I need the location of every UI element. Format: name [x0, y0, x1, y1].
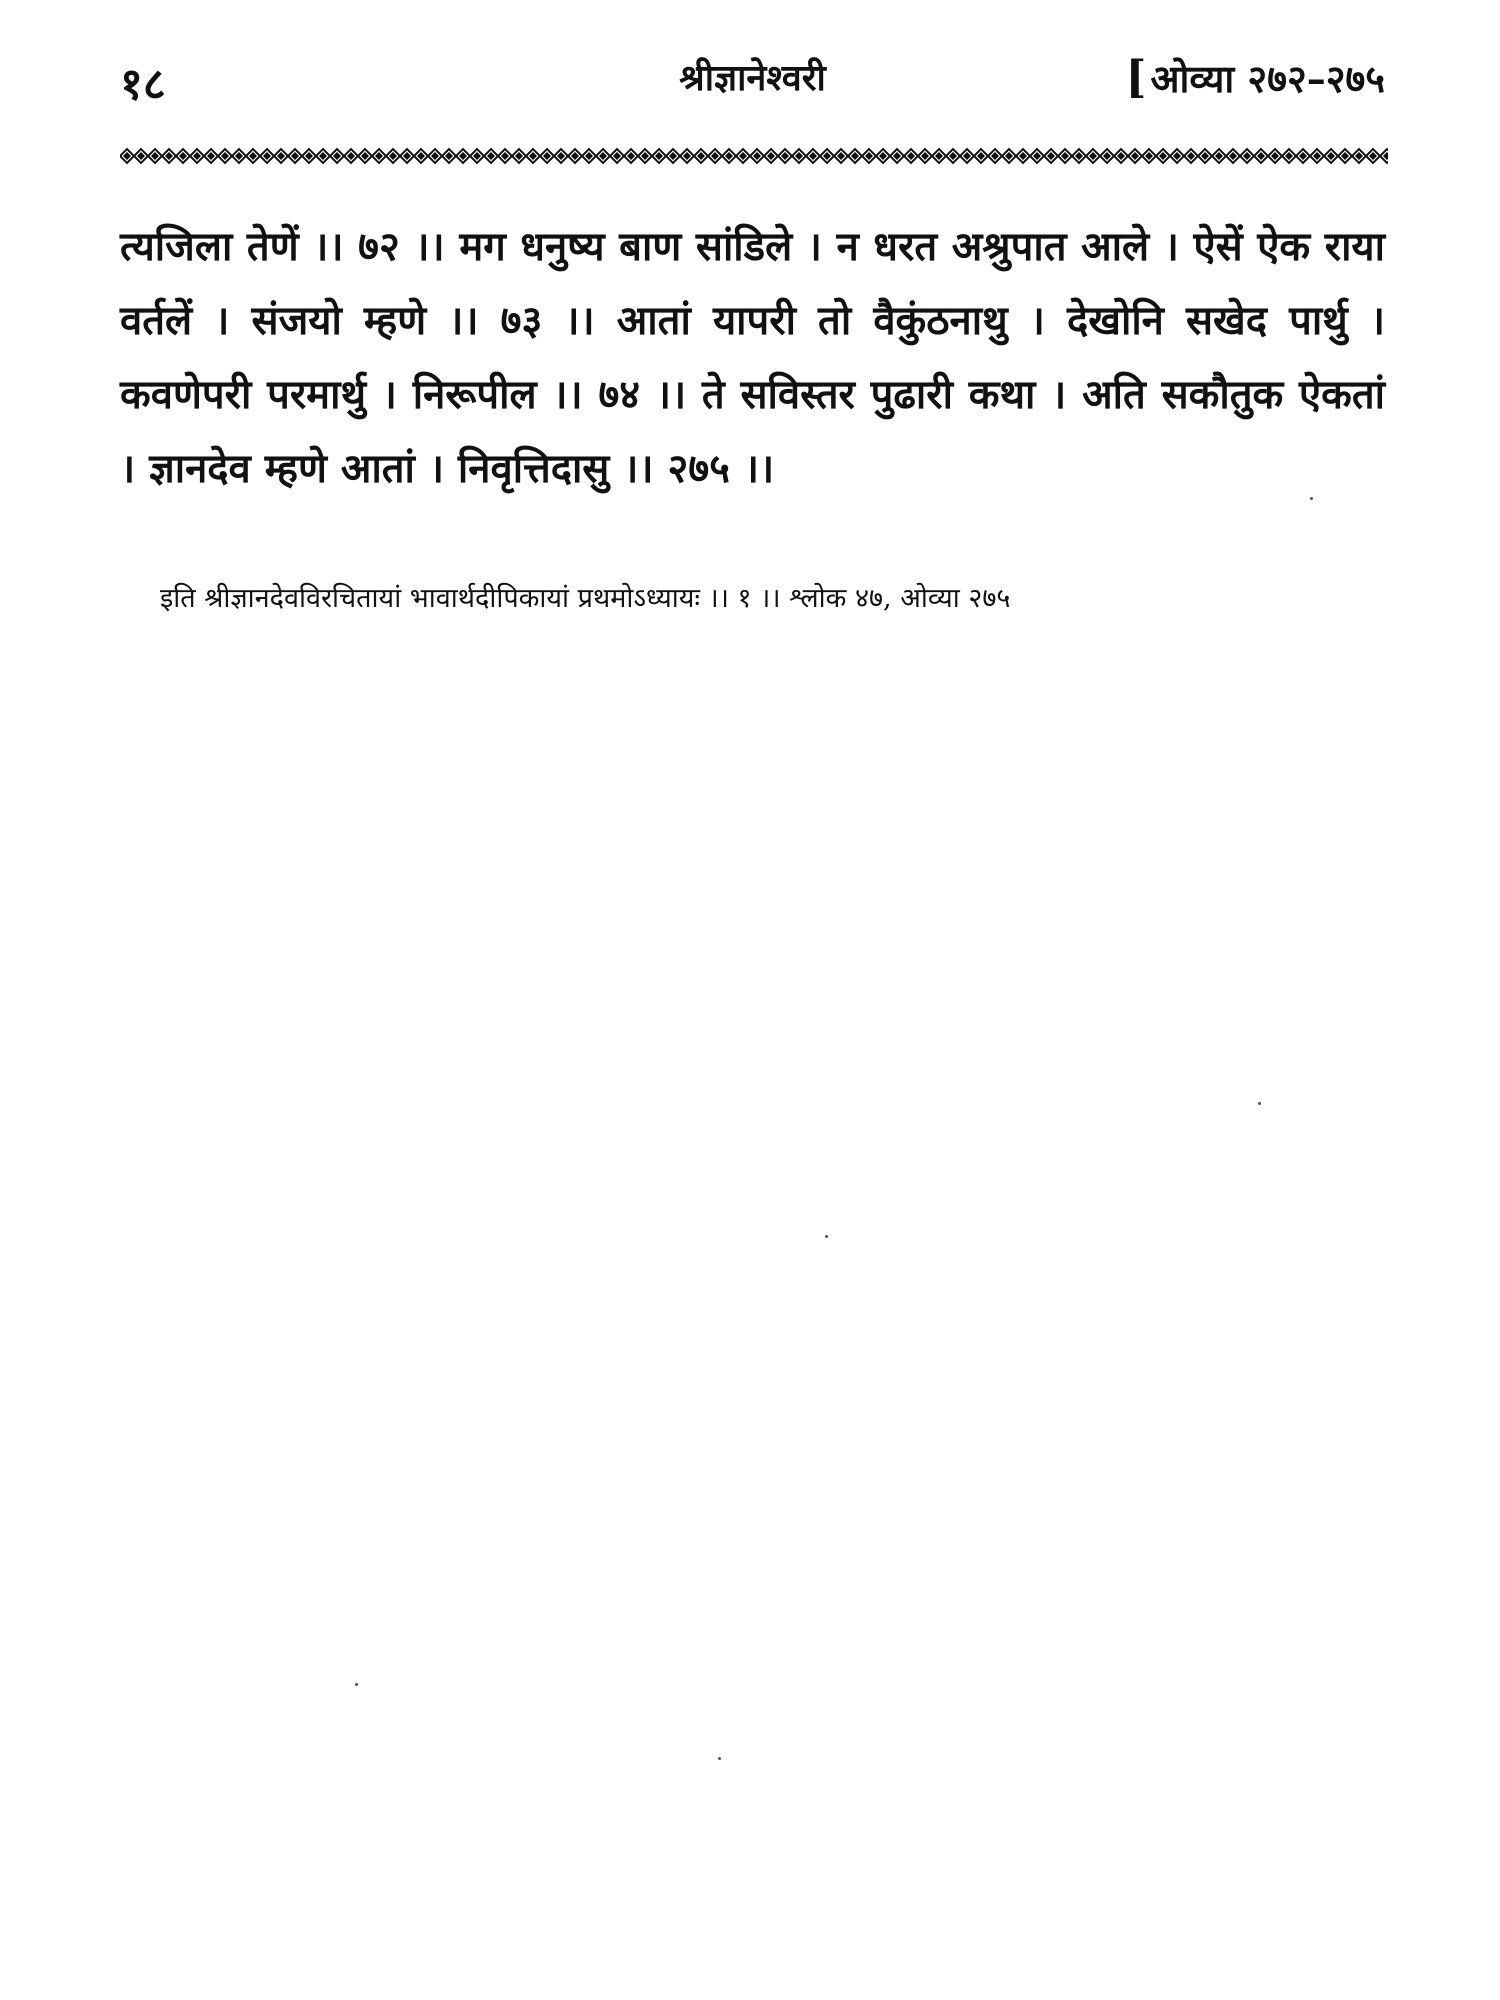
paper-speck	[1310, 497, 1313, 500]
page-header	[120, 52, 1385, 122]
running-title: श्रीज्ञानेश्वरी	[679, 57, 826, 99]
verse-range-bracket: [	[1125, 52, 1147, 103]
chapter-colophon: इति श्रीज्ञानदेवविरचितायां भावार्थदीपिकायां प्रथमोऽध्यायः ।। १ ।। श्लोक ४७, ओव्या २७५	[160, 583, 1011, 614]
page-number: १८	[120, 59, 166, 110]
verse-range-label: ओव्या २७२–२७५	[1150, 56, 1385, 101]
verse-body-text: त्यजिला तेणें ।। ७२ ।। मग धनुष्य बाण सांडिले । न धरत अश्रुपात आले । ऐसें ऐक राया वर्तलें । संजयो म्हणे ।। ७३ ।। आतां यापरी तो वैकुंठनाथु । देखोनि सखेद पार्थु । कवणेपरी परमार्थु । निरूपील ।। ७४ ।। ते सविस्तर पुढारी कथा । अति सकौतुक ऐकतां । ज्ञानदेव म्हणे आतां । निवृत्तिदासु ।। २७५ ।।	[120, 223, 1385, 492]
ornamental-divider	[120, 145, 1388, 167]
verse-range	[1126, 52, 1385, 104]
paper-speck	[718, 1757, 721, 1760]
paper-speck	[1258, 1102, 1261, 1105]
paper-speck	[355, 1683, 358, 1686]
paper-speck	[825, 1235, 828, 1238]
